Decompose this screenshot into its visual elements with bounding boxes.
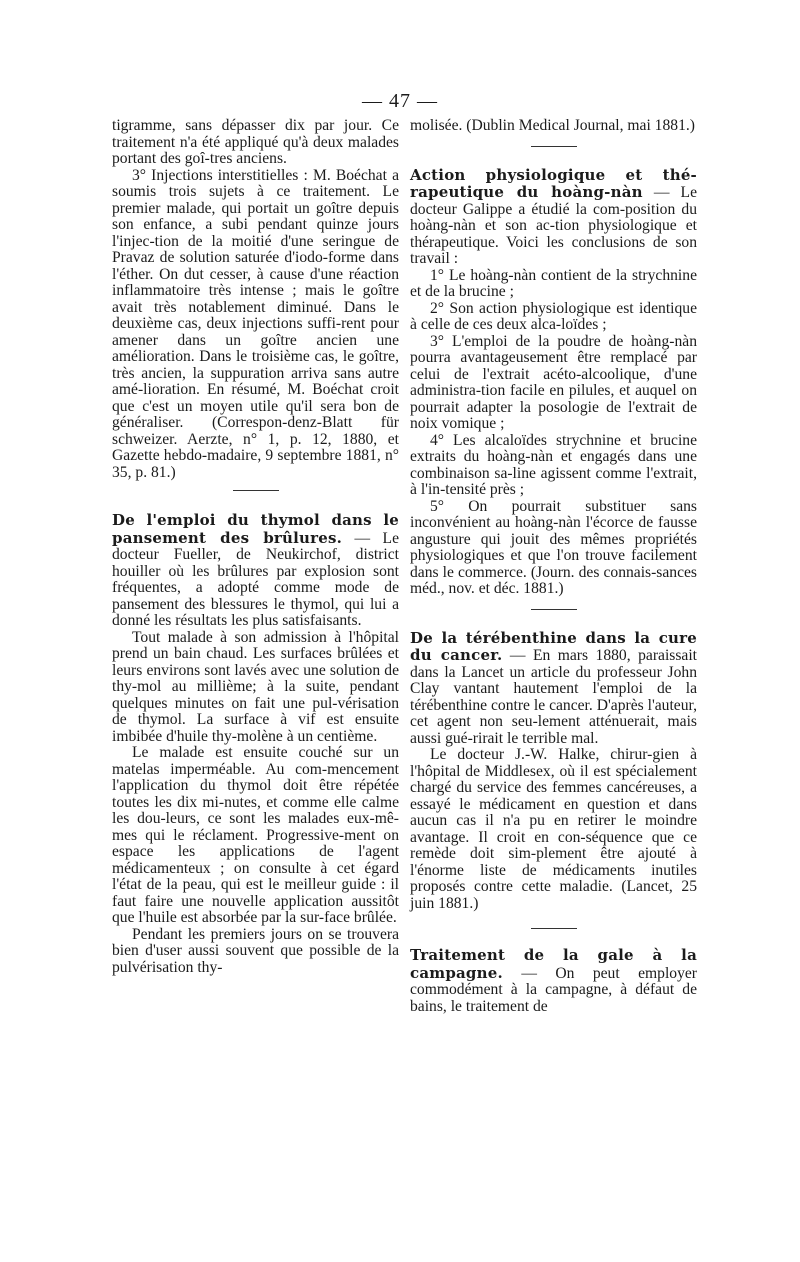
paragraph: Pendant les premiers jours on se trouvera bien d'user aussi souvent que possible de la pulvérisation thy- bbox=[112, 925, 399, 976]
section-heading: Traitement de la gale à la campagne. bbox=[410, 946, 697, 982]
paragraph: Le malade est ensuite couché sur un matelas imperméable. Au com-mencement l'application du thymol doit être répétée toutes les dix mi-nutes, et comme elle calme les dou-leurs, ce sont les malades eux-mê-mes qui le réclament. Progressive-ment on espace les applications de l'agent médicamenteux ; on consulte à cet égard l'état de la peau, qui est le meilleur guide : il faut faire une nouvelle application aussitôt que l'huile est absorbée par la sur-face brûlée. bbox=[112, 744, 399, 926]
list-item: 2° Son action physiologique est identique à celle de ces deux alca-loïdes ; bbox=[410, 299, 697, 333]
paragraph-text: — Le docteur Galippe a étudié la com-position du hoàng-nàn et son ac-tion physiologique et thérapeutique. Voici les conclusions de son travail : bbox=[410, 184, 697, 267]
section-heading: De l'emploi du thymol dans le pansement des brûlures. bbox=[112, 511, 399, 547]
list-item: 5° On pourrait substituer sans inconvénient au hoàng-nàn l'écorce de fausse angusture qui jouit des mêmes propriétés physiologiques et que l'on trouve facilement dans le commerce. (Journ. des connais-sances méd., nov. et déc. 1881.) bbox=[410, 497, 697, 597]
paragraph: 3° Injections interstitielles : M. Boéchat a soumis trois sujets à ce traitement. Le premier malade, qui portait un goître depuis son enfance, a subi pendant quinze jours l'injec-tion de la moitié d'une seringue de Pravaz de solution saturée d'iodo-forme dans l'éther. On dut cesser, à cause d'une réaction inflammatoire très intense ; mais le goître avait très notablement diminué. Dans le deuxième cas, deux injections suffi-rent pour amener dans un goître ancien une amélioration. Dans le troisième cas, le goître, très ancien, la suppuration arriva sans autre amé-lioration. En résumé, M. Boéchat croit que c'est un moyen utile qu'il sera bon de généraliser. (Correspon-denz-Blatt für schweizer. Aerzte, n° 1, p. 12, 1880, et Gazette hebdo-madaire, 9 septembre 1881, n° 35, p. 81.) bbox=[112, 166, 399, 481]
hoang-nan-section bbox=[410, 167, 697, 268]
section-heading: Action physiologique et thé-rapeutique du hoàng-nàn bbox=[410, 165, 697, 201]
paragraph-text: — En mars 1880, paraissait dans la Lancet un article du professeur John Clay vantant hautement l'emploi de la térébenthine contre le cancer. D'après l'auteur, cet agent non seu-lement atténuerait, mais aussi gué-rirait le terrible mal. bbox=[410, 647, 697, 747]
right-column bbox=[410, 118, 697, 1015]
paragraph: molisée. (Dublin Medical Journal, mai 1881.) bbox=[410, 117, 695, 134]
paragraph-text: — On peut employer commodément à la campagne, à défaut de bains, le traitement de bbox=[410, 964, 697, 1015]
paragraph-text: — Le docteur Fueller, de Neukirchof, district houiller où les brûlures par explosion sont fréquentes, a adopté comme mode de pansement des blessures le thymol, qui lui a donné les résultats les plus satisfaisants. bbox=[112, 529, 399, 629]
section-divider bbox=[531, 609, 577, 610]
list-item: 3° L'emploi de la poudre de hoàng-nàn pourra avantageusement être remplacé par celui de l'extrait acéto-alcoolique, d'une administra-tion facile en pilules, et auquel on pourrait adapter la posologie de l'extrait de noix vomique ; bbox=[410, 332, 697, 432]
section-divider bbox=[531, 146, 577, 147]
gale-section bbox=[410, 947, 697, 1015]
thymol-section bbox=[112, 512, 399, 630]
paragraph: Le docteur J.-W. Halke, chirur-gien à l'hôpital de Middlesex, où il est spécialement chargé du service des femmes cancéreuses, a essayé le médicament en question et dans aucun cas il n'a pu en retirer le moindre avantage. Il croit en con-séquence que ce remède doit sim-plement être ajouté à l'énorme liste de médicaments inutiles proposés contre cette maladie. (Lancet, 25 juin 1881.) bbox=[410, 746, 697, 912]
list-item: 4° Les alcaloïdes strychnine et brucine extraits du hoàng-nàn et engagés dans une combinaison sa-line agissent comme l'extrait, à l'in-tensité près ; bbox=[410, 431, 697, 498]
terebenthine-section bbox=[410, 630, 697, 748]
section-divider bbox=[531, 928, 577, 929]
paragraph: tigramme, sans dépasser dix par jour. Ce traitement n'a été appliqué qu'à deux malades portant des goî-tres anciens. bbox=[112, 117, 399, 167]
section-divider bbox=[233, 490, 279, 491]
page-number: — 47 — bbox=[362, 90, 438, 112]
list-item: 1° Le hoàng-nàn contient de la strychnine et de la brucine ; bbox=[410, 266, 697, 300]
section-heading: De la térébenthine dans la cure du cancer. bbox=[410, 628, 697, 664]
left-column bbox=[112, 118, 399, 976]
paragraph: Tout malade à son admission à l'hôpital prend un bain chaud. Les surfaces brûlées et leurs environs sont lavés avec une solution de thy-mol au millième; à la suite, pendant quelques minutes on fait une pul-vérisation de thymol. La surface à vif est ensuite imbibée d'huile thy-molène à un centième. bbox=[112, 628, 399, 745]
